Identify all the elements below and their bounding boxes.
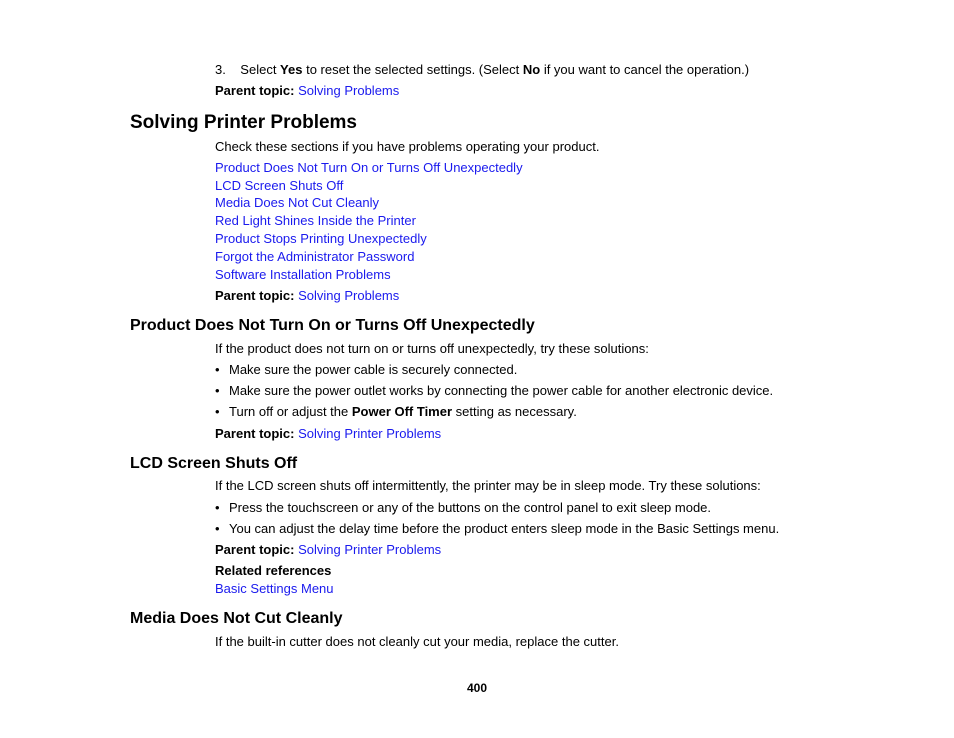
related-references-label: Related references (215, 563, 332, 578)
parent-topic-1: Parent topic: Solving Problems (215, 83, 400, 98)
heading-product-does-not-turn-on: Product Does Not Turn On or Turns Off Unexpectedly (130, 317, 535, 334)
link-solving-printer-problems[interactable]: Solving Printer Problems (298, 542, 442, 557)
heading-solving-printer-problems: Solving Printer Problems (130, 112, 357, 133)
section2-intro: If the product does not turn on or turns off unexpectedly, try these solutions: (215, 341, 649, 356)
no-option: No (522, 62, 541, 77)
link-solving-printer-problems[interactable]: Solving Printer Problems (298, 426, 442, 441)
parent-topic-3: Parent topic: Solving Printer Problems (215, 426, 442, 441)
link-software-installation[interactable]: Software Installation Problems (215, 267, 391, 282)
power-off-timer-setting: Power Off Timer (351, 404, 453, 419)
link-lcd-screen-shuts-off[interactable]: LCD Screen Shuts Off (215, 178, 344, 193)
bullet: • (215, 362, 220, 377)
heading-media-does-not-cut-cleanly: Media Does Not Cut Cleanly (130, 610, 343, 627)
bullet: • (215, 521, 220, 536)
link-product-stops-printing[interactable]: Product Stops Printing Unexpectedly (215, 231, 427, 246)
link-basic-settings-menu[interactable]: Basic Settings Menu (215, 581, 334, 596)
bullet: • (215, 404, 220, 419)
bullet: • (215, 500, 220, 515)
section4-intro: If the built-in cutter does not cleanly cut your media, replace the cutter. (215, 634, 619, 649)
link-product-does-not-turn-on[interactable]: Product Does Not Turn On or Turns Off Unexpectedly (215, 160, 523, 175)
yes-option: Yes (280, 62, 303, 77)
link-solving-problems[interactable]: Solving Problems (298, 83, 400, 98)
link-solving-problems[interactable]: Solving Problems (298, 288, 400, 303)
section3-intro: If the LCD screen shuts off intermittently, the printer may be in sleep mode. Try these solutions: (215, 478, 761, 493)
parent-topic-4: Parent topic: Solving Printer Problems (215, 542, 442, 557)
page-number: 400 (466, 681, 488, 695)
step-number: 3. (215, 62, 226, 77)
parent-topic-2: Parent topic: Solving Problems (215, 288, 400, 303)
section1-intro: Check these sections if you have problems operating your product. (215, 139, 600, 154)
heading-lcd-screen-shuts-off: LCD Screen Shuts Off (130, 455, 298, 472)
link-media-does-not-cut[interactable]: Media Does Not Cut Cleanly (215, 195, 380, 210)
link-red-light[interactable]: Red Light Shines Inside the Printer (215, 213, 416, 228)
step-3: 3. Select Yes to reset the selected settings. (Select No if you want to cancel the operation.) (215, 62, 750, 77)
bullet: • (215, 383, 220, 398)
link-forgot-admin-password[interactable]: Forgot the Administrator Password (215, 249, 415, 264)
